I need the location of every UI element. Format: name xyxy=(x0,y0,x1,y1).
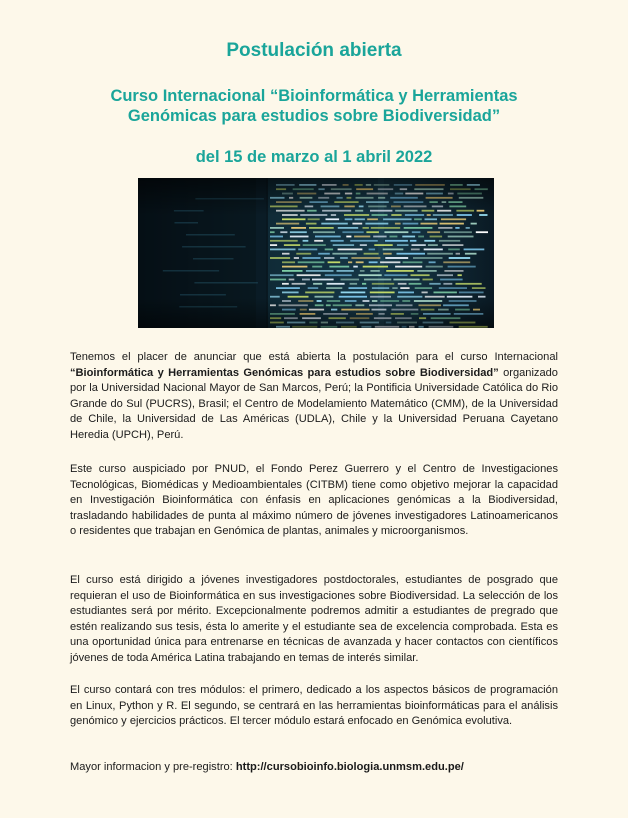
registration-paragraph xyxy=(70,760,558,776)
course-title-line-1: Curso Internacional “Bioinformática y Herramientas xyxy=(110,87,518,105)
intro-paragraph xyxy=(70,350,558,443)
modules-paragraph: El curso contará con tres módulos: el primero, dedicado a los aspectos básicos de programación en Linux, Python y R. El segundo, se centrará en las herramientas bioinformáticas para el análisis genómico y ejercicios prácticos. El tercer módulo estará enfocado en Genómica evolutiva. xyxy=(70,684,558,727)
intro-text-end: organizado por la Universidad Nacional Mayor de San Marcos, Perú; la Pontificia Universidade Católica do Rio Grande do Sul (PUCRS), Brasil; el Centro de Modelamiento Matemático (CMM), de la Universidad de Chile, la Universidad de Las Américas (UDLA), Chile y la Universidad Peruana Cayetano Heredia (UPCH), Perú. xyxy=(70,366,558,441)
course-title xyxy=(60,86,568,126)
code-screen-illustration xyxy=(138,178,494,328)
course-dates: del 15 de marzo al 1 abril 2022 xyxy=(195,148,433,166)
intro-text-start: Tenemos el placer de anunciar que está abierta la postulación para el curso Internacional xyxy=(70,351,558,363)
registration-label: Mayor informacion y pre-registro: xyxy=(70,761,236,773)
course-title-line-2: Genómicas para estudios sobre Biodiversidad” xyxy=(127,107,501,125)
page-title: Postulación abierta xyxy=(226,40,402,61)
registration-link[interactable]: http://cursobioinfo.biologia.unmsm.edu.pe/ xyxy=(235,761,464,773)
audience-paragraph: El curso está dirigido a jóvenes investigadores postdoctorales, estudiantes de posgrado que requieran el uso de Bioinformática en sus investigaciones sobre Biodiversidad. La selección de los estudiantes será por mérito. Excepcionalmente podremos admitir a estudiantes de pregrado que estén realizando sus tesis, ésta lo amerite y el estudiante sea de excelencia comprobada. Esta es una oportunidad única para entrenarse en técnicas de avanzada y hacer contactos con científicos jóvenes de toda América Latina trabajando en temas de interés similar. xyxy=(70,574,558,664)
sponsors-paragraph: Este curso auspiciado por PNUD, el Fondo Perez Guerrero y el Centro de Investigaciones Tecnológicas, Biomédicas y Medioambientales (CITBM) tiene como objetivo mejorar la capacidad en Investigación Bioinformática con énfasis en aplicaciones genómicas a la Biodiversidad, trasladando habilidades de punta al máximo número de jóvenes investigadores Latinoamericanos o residentes que trabajan en Genómica de plantas, animales y microorganismos. xyxy=(70,463,558,537)
code-screen-photo xyxy=(138,178,494,328)
course-name-bold: “Bioinformática y Herramientas Genómicas para estudios sobre Biodiversidad” xyxy=(70,366,499,379)
